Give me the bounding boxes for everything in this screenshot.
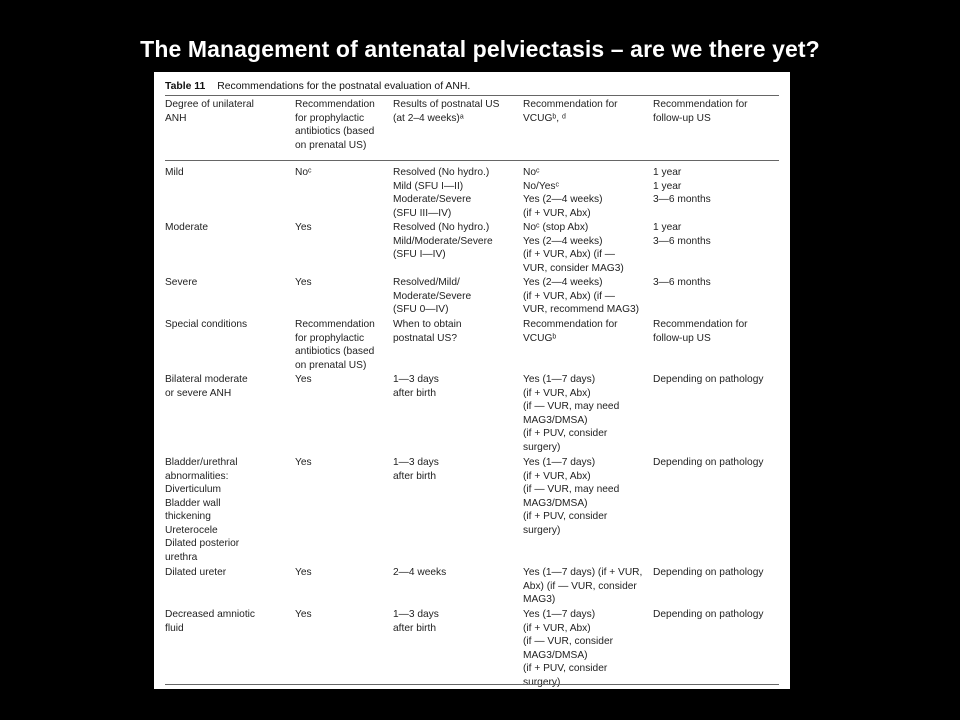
slide-title: The Management of antenatal pelviectasis – are we there yet? [140,36,820,62]
cell-vcug: Yes (1—7 days) (if + VUR, Abx) (if — VUR, consider MAG3) [523,567,643,605]
table-caption [165,79,779,96]
cell-postnatal-us: Resolved (No hydro.) Mild (SFU I—II) Moderate/Severe (SFU III—IV) [393,167,490,219]
header-followup-us: Recommendation for follow-up US [653,99,748,124]
cell-followup-us: Recommendation for follow-up US [653,319,748,344]
table-document [154,72,790,689]
cell-postnatal-us: Resolved (No hydro.) Mild/Moderate/Severe (SFU I—IV) [393,222,493,260]
cell-followup-us: Depending on pathology [653,567,764,578]
cell-followup-us: 1 year 3—6 months [653,222,711,247]
cell-degree: Bilateral moderate or severe ANH [165,374,248,399]
cell-postnatal-us: 1—3 days after birth [393,457,439,482]
header-degree: Degree of unilateral ANH [165,99,254,124]
cell-antibiotics: Yes [295,457,312,468]
cell-antibiotics: Yes [295,567,312,578]
cell-vcug: Recommendation for VCUGᵇ [523,319,618,344]
header-vcug: Recommendation for VCUGᵇ, ᵈ [523,99,618,124]
cell-degree: Special conditions [165,319,248,330]
cell-degree: Bladder/urethral abnormalities: Diverticulum Bladder wall thickening Ureterocele Dilated posterior urethra [165,457,240,563]
cell-antibiotics: Recommendation for prophylactic antibiotics (based on prenatal US) [295,319,375,371]
cell-degree: Decreased amniotic fluid [165,609,256,634]
cell-degree: Mild [165,167,184,178]
cell-vcug: Yes (1—7 days) (if + VUR, Abx) (if — VUR, may need MAG3/DMSA) (if + PUV, consider surgery) [523,374,620,453]
header-antibiotics: Recommendation for prophylactic antibiotics (based on prenatal US) [295,99,375,151]
cell-antibiotics: Yes [295,609,312,620]
cell-vcug: Noᶜ (stop Abx) Yes (2—4 weeks) (if + VUR, Abx) (if — VUR, consider MAG3) [523,222,624,274]
cell-vcug: Yes (2—4 weeks) (if + VUR, Abx) (if — VUR, recommend MAG3) [523,277,640,315]
cell-postnatal-us: When to obtain postnatal US? [393,319,462,344]
cell-followup-us: Depending on pathology [653,374,764,385]
cell-followup-us: Depending on pathology [653,609,764,620]
cell-antibiotics: Yes [295,222,312,233]
table-caption-text: Recommendations for the postnatal evaluation of ANH. [217,81,471,92]
header-postnatal-us: Results of postnatal US (at 2–4 weeks)ᵃ [393,99,500,124]
cell-antibiotics: Yes [295,277,312,288]
cell-antibiotics: Yes [295,374,312,385]
cell-antibiotics: Noᶜ [295,167,312,178]
cell-vcug: Noᶜ No/Yesᶜ Yes (2—4 weeks) (if + VUR, Abx) [523,167,603,219]
cell-followup-us: Depending on pathology [653,457,764,468]
cell-followup-us: 3—6 months [653,277,711,288]
table-bottom-rule [165,684,779,685]
cell-degree: Severe [165,277,198,288]
cell-vcug: Yes (1—7 days) (if + VUR, Abx) (if — VUR, may need MAG3/DMSA) (if + PUV, consider surgery) [523,457,620,536]
cell-degree: Moderate [165,222,209,233]
cell-vcug: Yes (1—7 days) (if + VUR, Abx) (if — VUR, consider MAG3/DMSA) (if + PUV, consider surgery) [523,609,614,688]
cell-postnatal-us: 1—3 days after birth [393,374,439,399]
table-header-row [165,98,779,161]
table-label: Table 11 [165,81,206,92]
cell-degree: Dilated ureter [165,567,227,578]
cell-postnatal-us: 2—4 weeks [393,567,447,578]
cell-followup-us: 1 year 1 year 3—6 months [653,167,711,205]
cell-postnatal-us: 1—3 days after birth [393,609,439,634]
cell-postnatal-us: Resolved/Mild/ Moderate/Severe (SFU 0—IV) [393,277,472,315]
